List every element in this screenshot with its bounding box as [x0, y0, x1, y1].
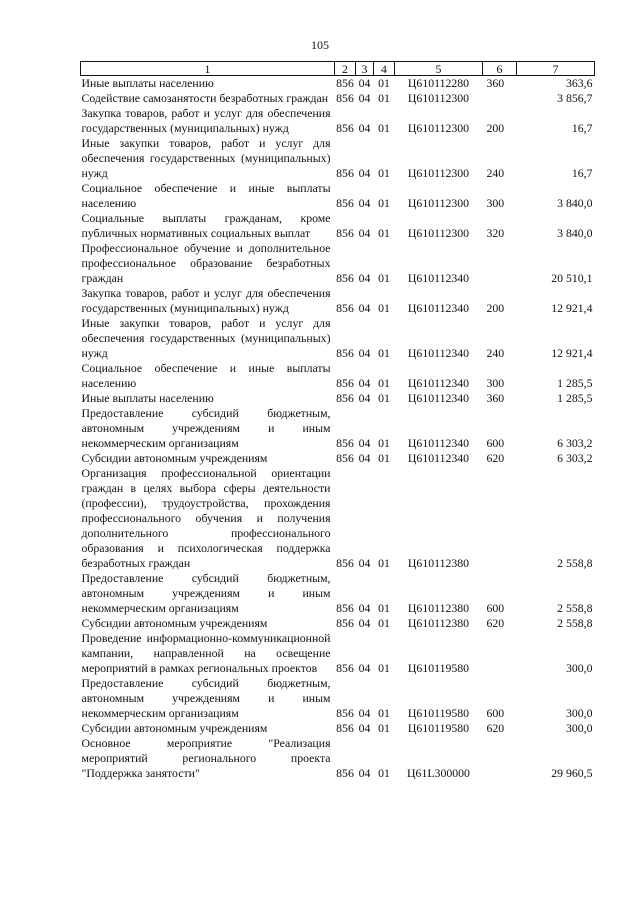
- row-expense-type: 240: [486, 346, 505, 360]
- row-amount: 3 840,0: [557, 226, 593, 240]
- table-row: [81, 106, 595, 136]
- row-section-code: 04: [358, 196, 371, 210]
- row-section-code: 04: [358, 226, 371, 240]
- column-header-6: 6: [483, 62, 517, 76]
- row-name: Профессиональное обучение и дополнительное профессиональное образование безработных граждан: [81, 241, 331, 285]
- row-name: Организация профессиональной ориентации граждан в целях выбора сферы деятельности (профессии), трудоустройства, прохождения профессионального обучения и получения дополнительного профессионального образования и психологическая поддержка безработных граждан: [81, 466, 331, 570]
- row-expense-type: [483, 91, 517, 106]
- row-ved-code: 856: [336, 196, 354, 210]
- row-amount: 16,7: [571, 121, 593, 135]
- row-target-code: Ц610112340: [407, 391, 470, 405]
- row-name: Предоставление субсидий бюджетным, автономным учреждениям и иным некоммерческим организациям: [81, 571, 331, 615]
- row-name: Основное мероприятие "Реализация мероприятий регионального проекта "Поддержка занятости": [81, 736, 331, 780]
- row-name: Субсидии автономным учреждениям: [81, 721, 268, 735]
- row-target-code: Ц610112300: [407, 91, 470, 105]
- row-section-code: 04: [358, 556, 371, 570]
- row-section-code: 04: [358, 601, 371, 615]
- row-ved-code: 856: [336, 76, 354, 90]
- row-name: Социальные выплаты гражданам, кроме публичных нормативных социальных выплат: [81, 211, 331, 240]
- row-name: Социальное обеспечение и иные выплаты населению: [81, 361, 331, 390]
- column-header-7: 7: [517, 62, 595, 76]
- row-amount: 6 303,2: [557, 451, 593, 465]
- table-row: [81, 406, 595, 451]
- row-name: Социальное обеспечение и иные выплаты населению: [81, 181, 331, 210]
- row-section-code: 04: [358, 346, 371, 360]
- row-name: Предоставление субсидий бюджетным, автономным учреждениям и иным некоммерческим организациям: [81, 406, 331, 450]
- row-expense-type: 200: [486, 301, 505, 315]
- row-target-code: Ц610112300: [407, 166, 470, 180]
- row-amount: 3 840,0: [557, 196, 593, 210]
- row-subsection-code: 01: [378, 451, 390, 465]
- budget-table: [80, 61, 595, 781]
- table-row: [81, 451, 595, 466]
- row-section-code: 04: [358, 721, 371, 735]
- row-amount: 12 921,4: [551, 301, 593, 315]
- row-subsection-code: 01: [378, 616, 390, 630]
- table-row: [81, 631, 595, 676]
- row-target-code: Ц610112340: [407, 301, 470, 315]
- row-section-code: 04: [358, 451, 371, 465]
- table-row: [81, 361, 595, 391]
- row-target-code: Ц610112300: [407, 226, 470, 240]
- row-section-code: 04: [358, 271, 371, 285]
- row-ved-code: 856: [336, 166, 354, 180]
- row-expense-type: [483, 241, 517, 286]
- row-ved-code: 856: [336, 301, 354, 315]
- row-expense-type: 620: [486, 616, 505, 630]
- row-section-code: 04: [358, 301, 371, 315]
- row-subsection-code: 01: [378, 721, 390, 735]
- row-amount: 2 558,8: [557, 556, 593, 570]
- table-row: [81, 286, 595, 316]
- table-row: [81, 76, 595, 92]
- column-header-2: 2: [335, 62, 356, 76]
- row-section-code: 04: [358, 706, 371, 720]
- table-row: [81, 676, 595, 721]
- row-ved-code: 856: [336, 436, 354, 450]
- row-target-code: Ц610112340: [407, 451, 470, 465]
- header-row: [81, 62, 595, 76]
- row-subsection-code: 01: [378, 121, 390, 135]
- row-section-code: 04: [358, 166, 371, 180]
- row-target-code: Ц610112280: [407, 76, 470, 90]
- row-target-code: Ц610112340: [407, 346, 470, 360]
- table-row: [81, 736, 595, 781]
- row-subsection-code: 01: [378, 91, 390, 105]
- row-expense-type: [483, 466, 517, 571]
- row-target-code: Ц610119580: [407, 721, 470, 735]
- row-target-code: Ц610119580: [407, 661, 470, 675]
- row-ved-code: 856: [336, 616, 354, 630]
- row-subsection-code: 01: [378, 766, 390, 780]
- row-name: Иные выплаты населению: [81, 391, 214, 405]
- row-subsection-code: 01: [378, 601, 390, 615]
- row-section-code: 04: [358, 121, 371, 135]
- row-subsection-code: 01: [378, 706, 390, 720]
- row-expense-type: 320: [486, 226, 505, 240]
- row-name: Проведение информационно-коммуникационной кампании, направленной на освещение мероприятий в рамках региональных проектов: [81, 631, 331, 675]
- row-subsection-code: 01: [378, 346, 390, 360]
- column-header-4: 4: [374, 62, 395, 76]
- row-section-code: 04: [358, 376, 371, 390]
- row-amount: 16,7: [571, 166, 593, 180]
- row-target-code: Ц61L300000: [407, 766, 470, 780]
- row-subsection-code: 01: [378, 226, 390, 240]
- row-target-code: Ц610112340: [407, 376, 470, 390]
- row-ved-code: 856: [336, 661, 354, 675]
- row-ved-code: 856: [336, 121, 354, 135]
- row-subsection-code: 01: [378, 271, 390, 285]
- row-section-code: 04: [358, 661, 371, 675]
- row-section-code: 04: [358, 76, 371, 90]
- row-target-code: Ц610112300: [407, 196, 470, 210]
- table-body: [81, 76, 595, 782]
- column-header-3: 3: [356, 62, 374, 76]
- row-amount: 1 285,5: [557, 391, 593, 405]
- row-expense-type: 360: [486, 391, 505, 405]
- row-name: Предоставление субсидий бюджетным, автономным учреждениям и иным некоммерческим организациям: [81, 676, 331, 720]
- row-ved-code: 856: [336, 721, 354, 735]
- table-row: [81, 241, 595, 286]
- row-subsection-code: 01: [378, 196, 390, 210]
- row-target-code: Ц610119580: [407, 706, 470, 720]
- table-row: [81, 466, 595, 571]
- row-name: Закупка товаров, работ и услуг для обеспечения государственных (муниципальных) нужд: [81, 286, 331, 315]
- row-expense-type: [483, 631, 517, 676]
- row-section-code: 04: [358, 436, 371, 450]
- row-expense-type: 620: [486, 451, 505, 465]
- table-row: [81, 316, 595, 361]
- table-row: [81, 391, 595, 406]
- row-name: Иные закупки товаров, работ и услуг для обеспечения государственных (муниципальных) нужд: [81, 316, 331, 360]
- row-subsection-code: 01: [378, 76, 390, 90]
- table-row: [81, 616, 595, 631]
- row-section-code: 04: [358, 391, 371, 405]
- row-amount: 300,0: [565, 706, 593, 720]
- row-expense-type: 360: [486, 76, 505, 90]
- row-section-code: 04: [358, 91, 371, 105]
- row-name: Иные закупки товаров, работ и услуг для обеспечения государственных (муниципальных) нужд: [81, 136, 331, 180]
- row-subsection-code: 01: [378, 556, 390, 570]
- row-ved-code: 856: [336, 451, 354, 465]
- row-amount: 300,0: [565, 721, 593, 735]
- table-row: [81, 211, 595, 241]
- row-expense-type: 300: [486, 196, 505, 210]
- table-row: [81, 136, 595, 181]
- row-amount: 12 921,4: [551, 346, 593, 360]
- row-section-code: 04: [358, 616, 371, 630]
- table-row: [81, 181, 595, 211]
- row-amount: 20 510,1: [551, 271, 593, 285]
- row-target-code: Ц610112340: [407, 271, 470, 285]
- row-ved-code: 856: [336, 391, 354, 405]
- row-target-code: Ц610112380: [407, 616, 470, 630]
- row-target-code: Ц610112340: [407, 436, 470, 450]
- row-subsection-code: 01: [378, 436, 390, 450]
- table-header: [81, 62, 595, 76]
- row-name: Закупка товаров, работ и услуг для обеспечения государственных (муниципальных) нужд: [81, 106, 331, 135]
- row-expense-type: 620: [486, 721, 505, 735]
- row-ved-code: 856: [336, 376, 354, 390]
- row-expense-type: 600: [486, 706, 505, 720]
- row-ved-code: 856: [336, 91, 354, 105]
- row-expense-type: [483, 736, 517, 781]
- table-row: [81, 91, 595, 106]
- row-name: Субсидии автономным учреждениям: [81, 616, 268, 630]
- row-ved-code: 856: [336, 766, 354, 780]
- row-expense-type: 300: [486, 376, 505, 390]
- row-amount: 363,6: [565, 76, 593, 90]
- row-ved-code: 856: [336, 271, 354, 285]
- table-row: [81, 571, 595, 616]
- row-amount: 2 558,8: [557, 616, 593, 630]
- row-name: Иные выплаты населению: [81, 76, 214, 90]
- row-ved-code: 856: [336, 556, 354, 570]
- column-header-1: 1: [81, 62, 335, 76]
- row-expense-type: 240: [486, 166, 505, 180]
- row-subsection-code: 01: [378, 376, 390, 390]
- row-target-code: Ц610112380: [407, 601, 470, 615]
- row-amount: 3 856,7: [557, 91, 593, 105]
- row-amount: 29 960,5: [551, 766, 593, 780]
- row-amount: 2 558,8: [557, 601, 593, 615]
- row-amount: 300,0: [565, 661, 593, 675]
- row-target-code: Ц610112380: [407, 556, 470, 570]
- row-subsection-code: 01: [378, 301, 390, 315]
- row-ved-code: 856: [336, 601, 354, 615]
- column-header-5: 5: [395, 62, 483, 76]
- row-ved-code: 856: [336, 226, 354, 240]
- row-subsection-code: 01: [378, 391, 390, 405]
- row-name: Субсидии автономным учреждениям: [81, 451, 268, 465]
- row-amount: 6 303,2: [557, 436, 593, 450]
- row-expense-type: 600: [486, 436, 505, 450]
- row-subsection-code: 01: [378, 166, 390, 180]
- row-amount: 1 285,5: [557, 376, 593, 390]
- row-expense-type: 600: [486, 601, 505, 615]
- row-target-code: Ц610112300: [407, 121, 470, 135]
- row-name: Содействие самозанятости безработных граждан: [81, 91, 329, 105]
- page-number: 105: [311, 38, 329, 52]
- row-section-code: 04: [358, 766, 371, 780]
- row-expense-type: 200: [486, 121, 505, 135]
- row-ved-code: 856: [336, 346, 354, 360]
- row-ved-code: 856: [336, 706, 354, 720]
- table-row: [81, 721, 595, 736]
- row-subsection-code: 01: [378, 661, 390, 675]
